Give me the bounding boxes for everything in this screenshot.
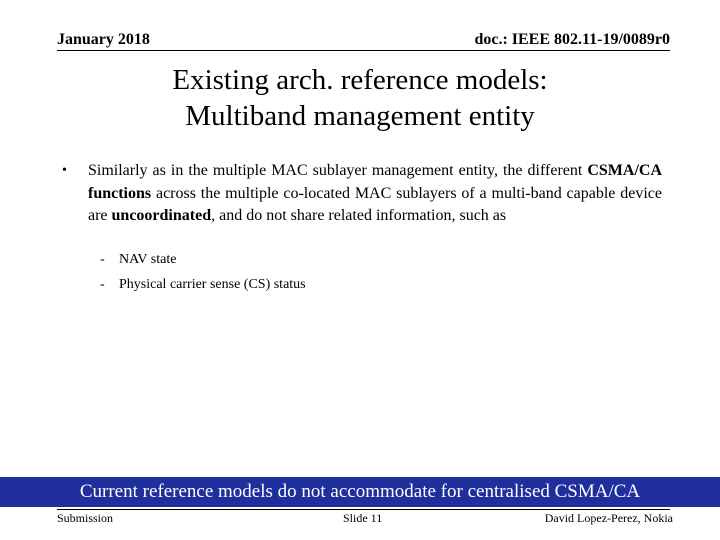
header-divider	[57, 50, 670, 51]
sub-item-nav-state	[100, 252, 177, 268]
footer-slide-number: Slide 11	[343, 511, 383, 525]
sub-item-carrier-sense	[100, 277, 306, 293]
bullet-text-1: Similarly as in the multiple MAC sublayer management entity, the different	[88, 162, 588, 179]
bullet-text-2: across the multiple co-located MAC sublayers of a multi-band capable device are	[88, 184, 662, 224]
bullet-text-3: , and do not share related information, such as	[211, 207, 507, 224]
sub-item-marker: -	[100, 252, 105, 267]
sub-item-text: NAV state	[119, 252, 177, 267]
footer-divider	[57, 509, 670, 510]
footer-submission: Submission	[57, 511, 114, 525]
bullet-marker: •	[62, 163, 67, 178]
title-line-2: Multiband management entity	[185, 100, 535, 132]
header-date: January 2018	[57, 31, 150, 48]
slide-title	[0, 62, 720, 134]
conclusion-banner: Current reference models do not accommodate for centralised CSMA/CA	[0, 477, 720, 507]
sub-item-marker: -	[100, 277, 105, 292]
bullet-bold-csma: CSMA/CA functions	[88, 162, 662, 202]
header-doc-id: doc.: IEEE 802.11-19/0089r0	[474, 31, 670, 48]
title-line-1: Existing arch. reference models:	[172, 64, 548, 96]
bullet-paragraph	[62, 160, 662, 228]
sub-item-text: Physical carrier sense (CS) status	[119, 277, 306, 292]
footer-author: David Lopez-Perez, Nokia	[544, 511, 673, 525]
bullet-bold-uncoordinated: uncoordinated	[111, 207, 212, 224]
